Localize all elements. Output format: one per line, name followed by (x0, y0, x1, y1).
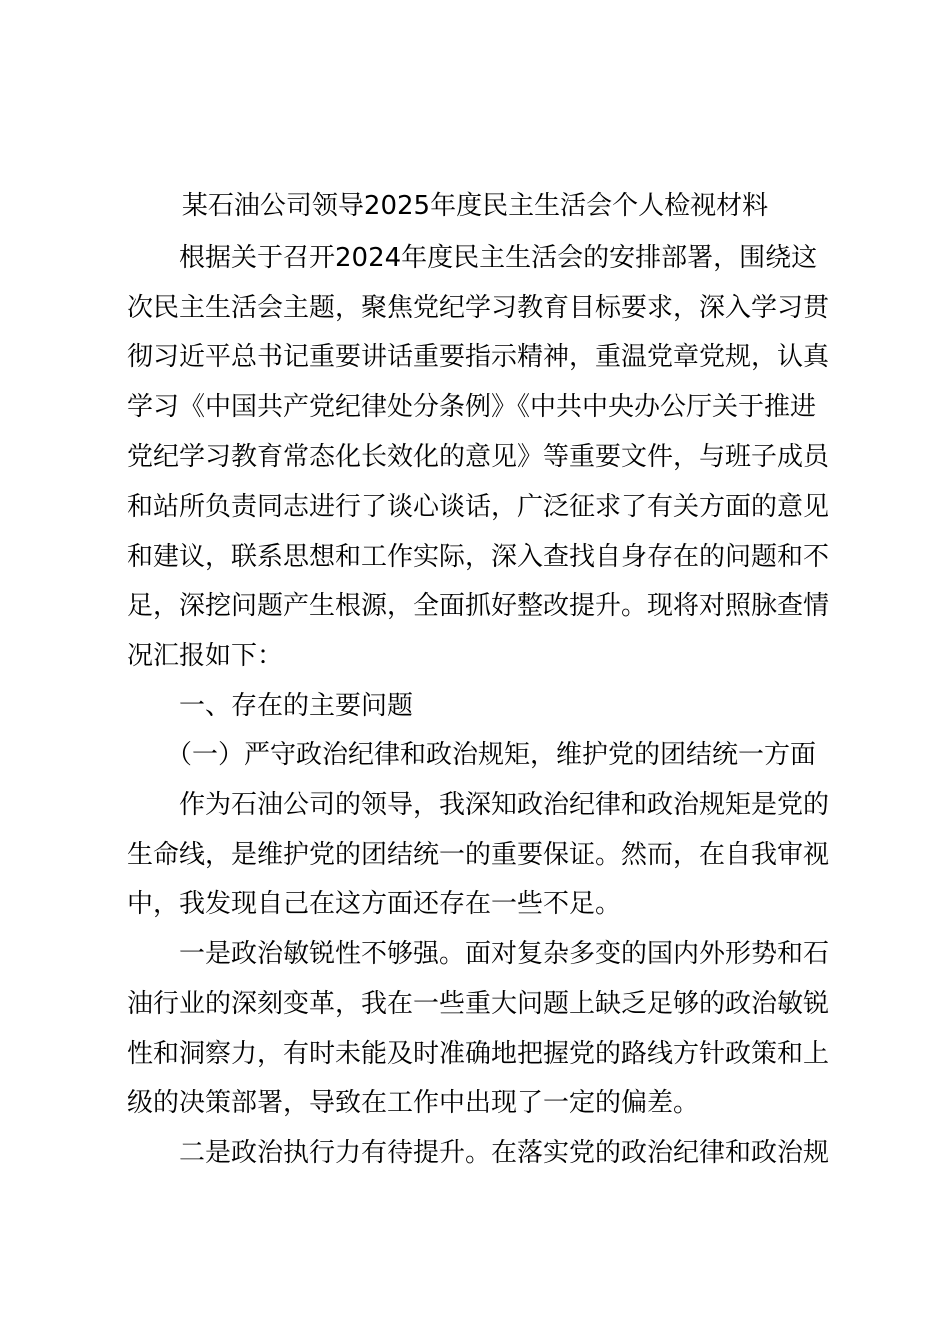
body-line: 生命线，是维护党的团结统一的重要保证。然而，在自我审视 (127, 840, 830, 870)
body-line: 根据关于召开2024年度民主生活会的安排部署，围绕这 (127, 243, 818, 273)
body-line: 彻习近平总书记重要讲话重要指示精神，重温党章党规，认真 (127, 342, 830, 372)
section-heading: 一、存在的主要问题 (127, 691, 414, 721)
body-line: 党纪学习教育常态化长效化的意见》等重要文件，与班子成员 (127, 442, 830, 472)
body-line: 二是政治执行力有待提升。在落实党的政治纪律和政治规 (127, 1138, 830, 1168)
body-line: 级的决策部署，导致在工作中出现了一定的偏差。 (127, 1088, 700, 1118)
body-line: 中，我发现自己在这方面还存在一些不足。 (127, 889, 622, 919)
body-line: 性和洞察力，有时未能及时准确地把握党的路线方针政策和上 (127, 1039, 830, 1069)
document-title: 某石油公司领导2025年度民主生活会个人检视材料 (181, 191, 769, 221)
body-line: 足，深挖问题产生根源，全面抓好整改提升。现将对照脉查情 (127, 591, 830, 621)
body-line: 况汇报如下： (127, 641, 284, 671)
body-line: 作为石油公司的领导，我深知政治纪律和政治规矩是党的 (127, 790, 830, 820)
body-line: 次民主生活会主题，聚焦党纪学习教育目标要求，深入学习贯 (127, 293, 830, 323)
subsection-heading: （一）严守政治纪律和政治规矩，维护党的团结统一方面 (127, 740, 817, 770)
body-line: 和建议，联系思想和工作实际，深入查找自身存在的问题和不 (127, 542, 830, 572)
body-line: 一是政治敏锐性不够强。面对复杂多变的国内外形势和石 (127, 939, 830, 969)
body-line: 油行业的深刻变革，我在一些重大问题上缺乏足够的政治敏锐 (127, 989, 830, 1019)
body-line: 和站所负责同志进行了谈心谈话，广泛征求了有关方面的意见 (127, 492, 830, 522)
body-line: 学习《中国共产党纪律处分条例》《中共中央办公厅关于推进 (127, 392, 817, 422)
